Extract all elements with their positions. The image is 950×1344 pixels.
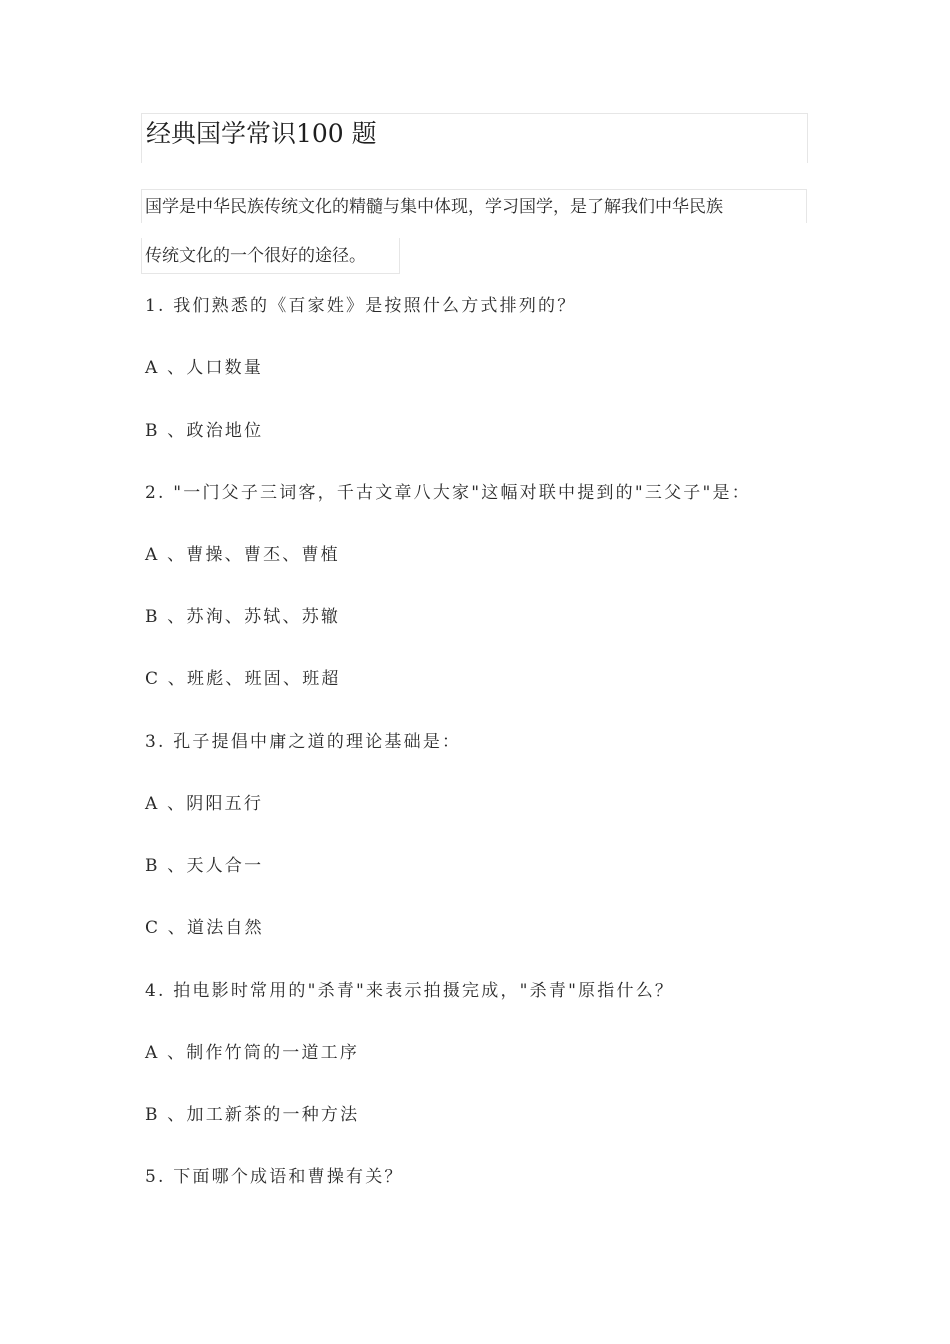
question-2-option-c: C 、班彪、班固、班超 xyxy=(145,669,341,689)
intro-line-1: 国学是中华民族传统文化的精髓与集中体现，学习国学，是了解我们中华民族 xyxy=(145,197,723,217)
question-2-option-b: B 、苏洵、苏轼、苏辙 xyxy=(145,607,341,627)
question-5: 5. 下面哪个成语和曹操有关？ xyxy=(145,1167,404,1187)
document-title: 经典国学常识100 题 xyxy=(146,119,377,148)
question-4-option-b: B 、加工新茶的一种方法 xyxy=(145,1105,360,1125)
question-1-option-b: B 、政治地位 xyxy=(145,421,264,441)
question-1-option-a: A 、人口数量 xyxy=(145,358,264,378)
question-3-option-b: B 、天人合一 xyxy=(145,856,264,876)
question-3-option-a: A 、阴阳五行 xyxy=(145,794,264,814)
intro-line-2: 传统文化的一个很好的途径。 xyxy=(145,246,366,266)
question-1: 1. 我们熟悉的《百家姓》是按照什么方式排列的？ xyxy=(145,296,577,316)
question-4-option-a: A 、制作竹筒的一道工序 xyxy=(145,1043,360,1063)
question-4: 4. 拍电影时常用的"杀青"来表示拍摄完成，"杀青"原指什么？ xyxy=(145,981,675,1001)
question-2: 2. "一门父子三词客，千古文章八大家"这幅对联中提到的"三父子"是： xyxy=(145,483,751,503)
question-3: 3. 孔子提倡中庸之道的理论基础是： xyxy=(145,732,462,752)
question-3-option-c: C 、道法自然 xyxy=(145,918,264,938)
title-frame xyxy=(141,113,808,163)
question-2-option-a: A 、曹操、曹丕、曹植 xyxy=(145,545,340,565)
